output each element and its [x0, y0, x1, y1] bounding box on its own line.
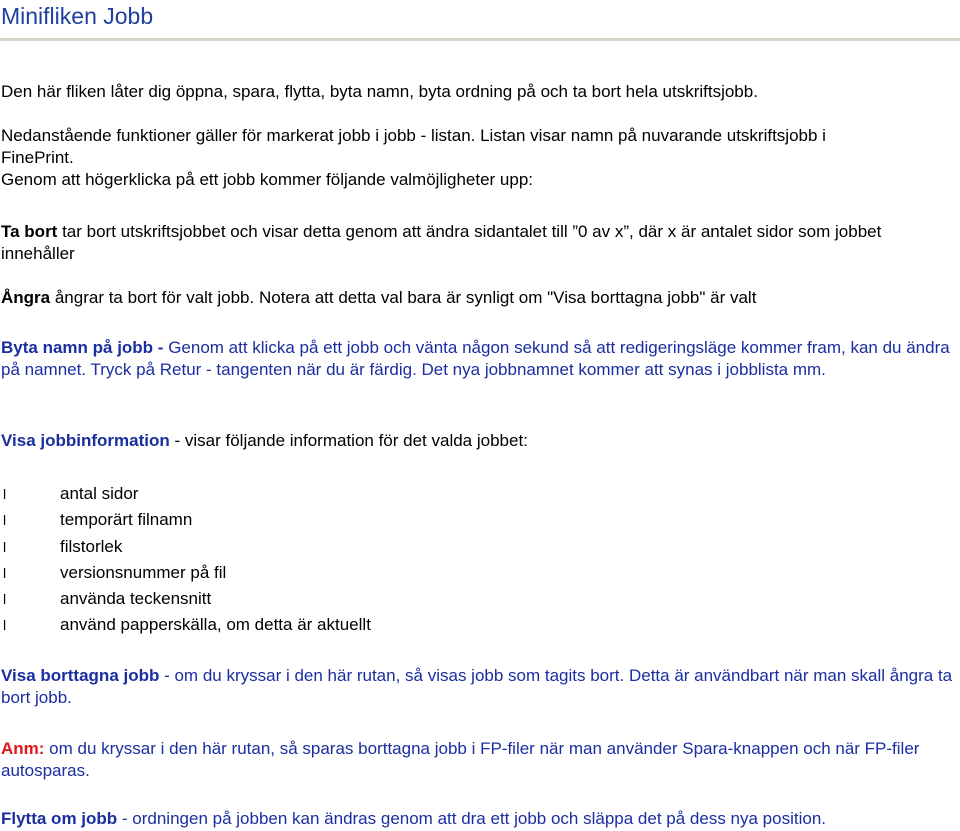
visaborttagna-text: - om du kryssar i den här rutan, så visas jobb som tagits bort. Detta är användbart när man skall ångra ta bort jobb. [1, 666, 953, 707]
bullet-icon: l [3, 591, 7, 608]
bullet-icon: l [3, 512, 7, 529]
functions-line1: Nedanstående funktioner gäller för markerat jobb i jobb - listan. Listan visar namn på nuvarande utskriftsjobb i [1, 126, 826, 145]
functions-line2: FinePrint. [1, 148, 74, 167]
anm-text: om du kryssar i den här rutan, så sparas borttagna jobb i FP-filer när man använder Spara-knappen och när FP-filer autosparas. [1, 739, 920, 780]
bytanamn-text: Genom att klicka på ett jobb och vänta någon sekund så att redigeringsläge kommer fram, kan du ändra på namnet. Tryck på Retur - tangenten när du är färdig. Det nya jobbnamnet kommer att synas i jobblista mm. [1, 338, 950, 379]
anm-paragraph [1, 738, 957, 782]
visaborttagna-paragraph [1, 665, 957, 709]
list-item-label: använd papperskälla, om detta är aktuellt [60, 615, 371, 635]
info-list [0, 483, 371, 641]
angra-text: ångrar ta bort för valt jobb. Notera att detta val bara är synligt om "Visa borttagna jobb" är valt [50, 288, 757, 307]
page-title: Minifliken Jobb [1, 3, 154, 29]
list-item [0, 536, 371, 562]
title-divider [0, 38, 960, 41]
anm-label: Anm: [1, 739, 45, 758]
bullet-icon: l [3, 538, 7, 555]
visainfo-term: Visa jobbinformation [1, 431, 170, 450]
tabort-text: tar bort utskriftsjobbet och visar detta genom att ändra sidantalet till ”0 av x”, där x är antalet sidor som jobbet innehåller [1, 222, 882, 263]
list-item [0, 588, 371, 614]
visaborttagna-term: Visa borttagna jobb [1, 666, 160, 685]
list-item-label: filstorlek [60, 536, 123, 556]
angra-term: Ångra [1, 288, 51, 307]
flytta-paragraph [1, 808, 957, 830]
list-item-label: temporärt filnamn [60, 510, 193, 530]
intro-paragraph: Den här fliken låter dig öppna, spara, flytta, byta namn, byta ordning på och ta bort hela utskriftsjobb. [1, 82, 758, 101]
bytanamn-paragraph [1, 337, 957, 381]
tabort-paragraph [1, 221, 957, 265]
flytta-term: Flytta om jobb [1, 809, 118, 828]
list-item-label: versionsnummer på fil [60, 562, 227, 582]
list-item [0, 614, 371, 640]
bullet-icon: l [3, 486, 7, 502]
visainfo-text: - visar följande information för det valda jobbet: [169, 431, 528, 450]
list-item [0, 509, 371, 535]
functions-line3: Genom att högerklicka på ett jobb kommer följande valmöjligheter upp: [1, 170, 534, 189]
functions-paragraph [1, 125, 957, 191]
flytta-text: - ordningen på jobben kan ändras genom att dra ett jobb och släppa det på dess nya position. [117, 809, 826, 828]
bullet-icon: l [3, 617, 7, 634]
list-item [0, 562, 371, 588]
angra-paragraph [1, 287, 957, 309]
bullet-icon: l [3, 564, 7, 581]
bytanamn-term: Byta namn på jobb - [1, 338, 169, 357]
list-item [0, 483, 371, 509]
tabort-term: Ta bort [1, 222, 58, 241]
visainfo-paragraph [1, 430, 957, 452]
list-item-label: använda teckensnitt [60, 589, 212, 609]
list-item-label: antal sidor [60, 484, 139, 503]
